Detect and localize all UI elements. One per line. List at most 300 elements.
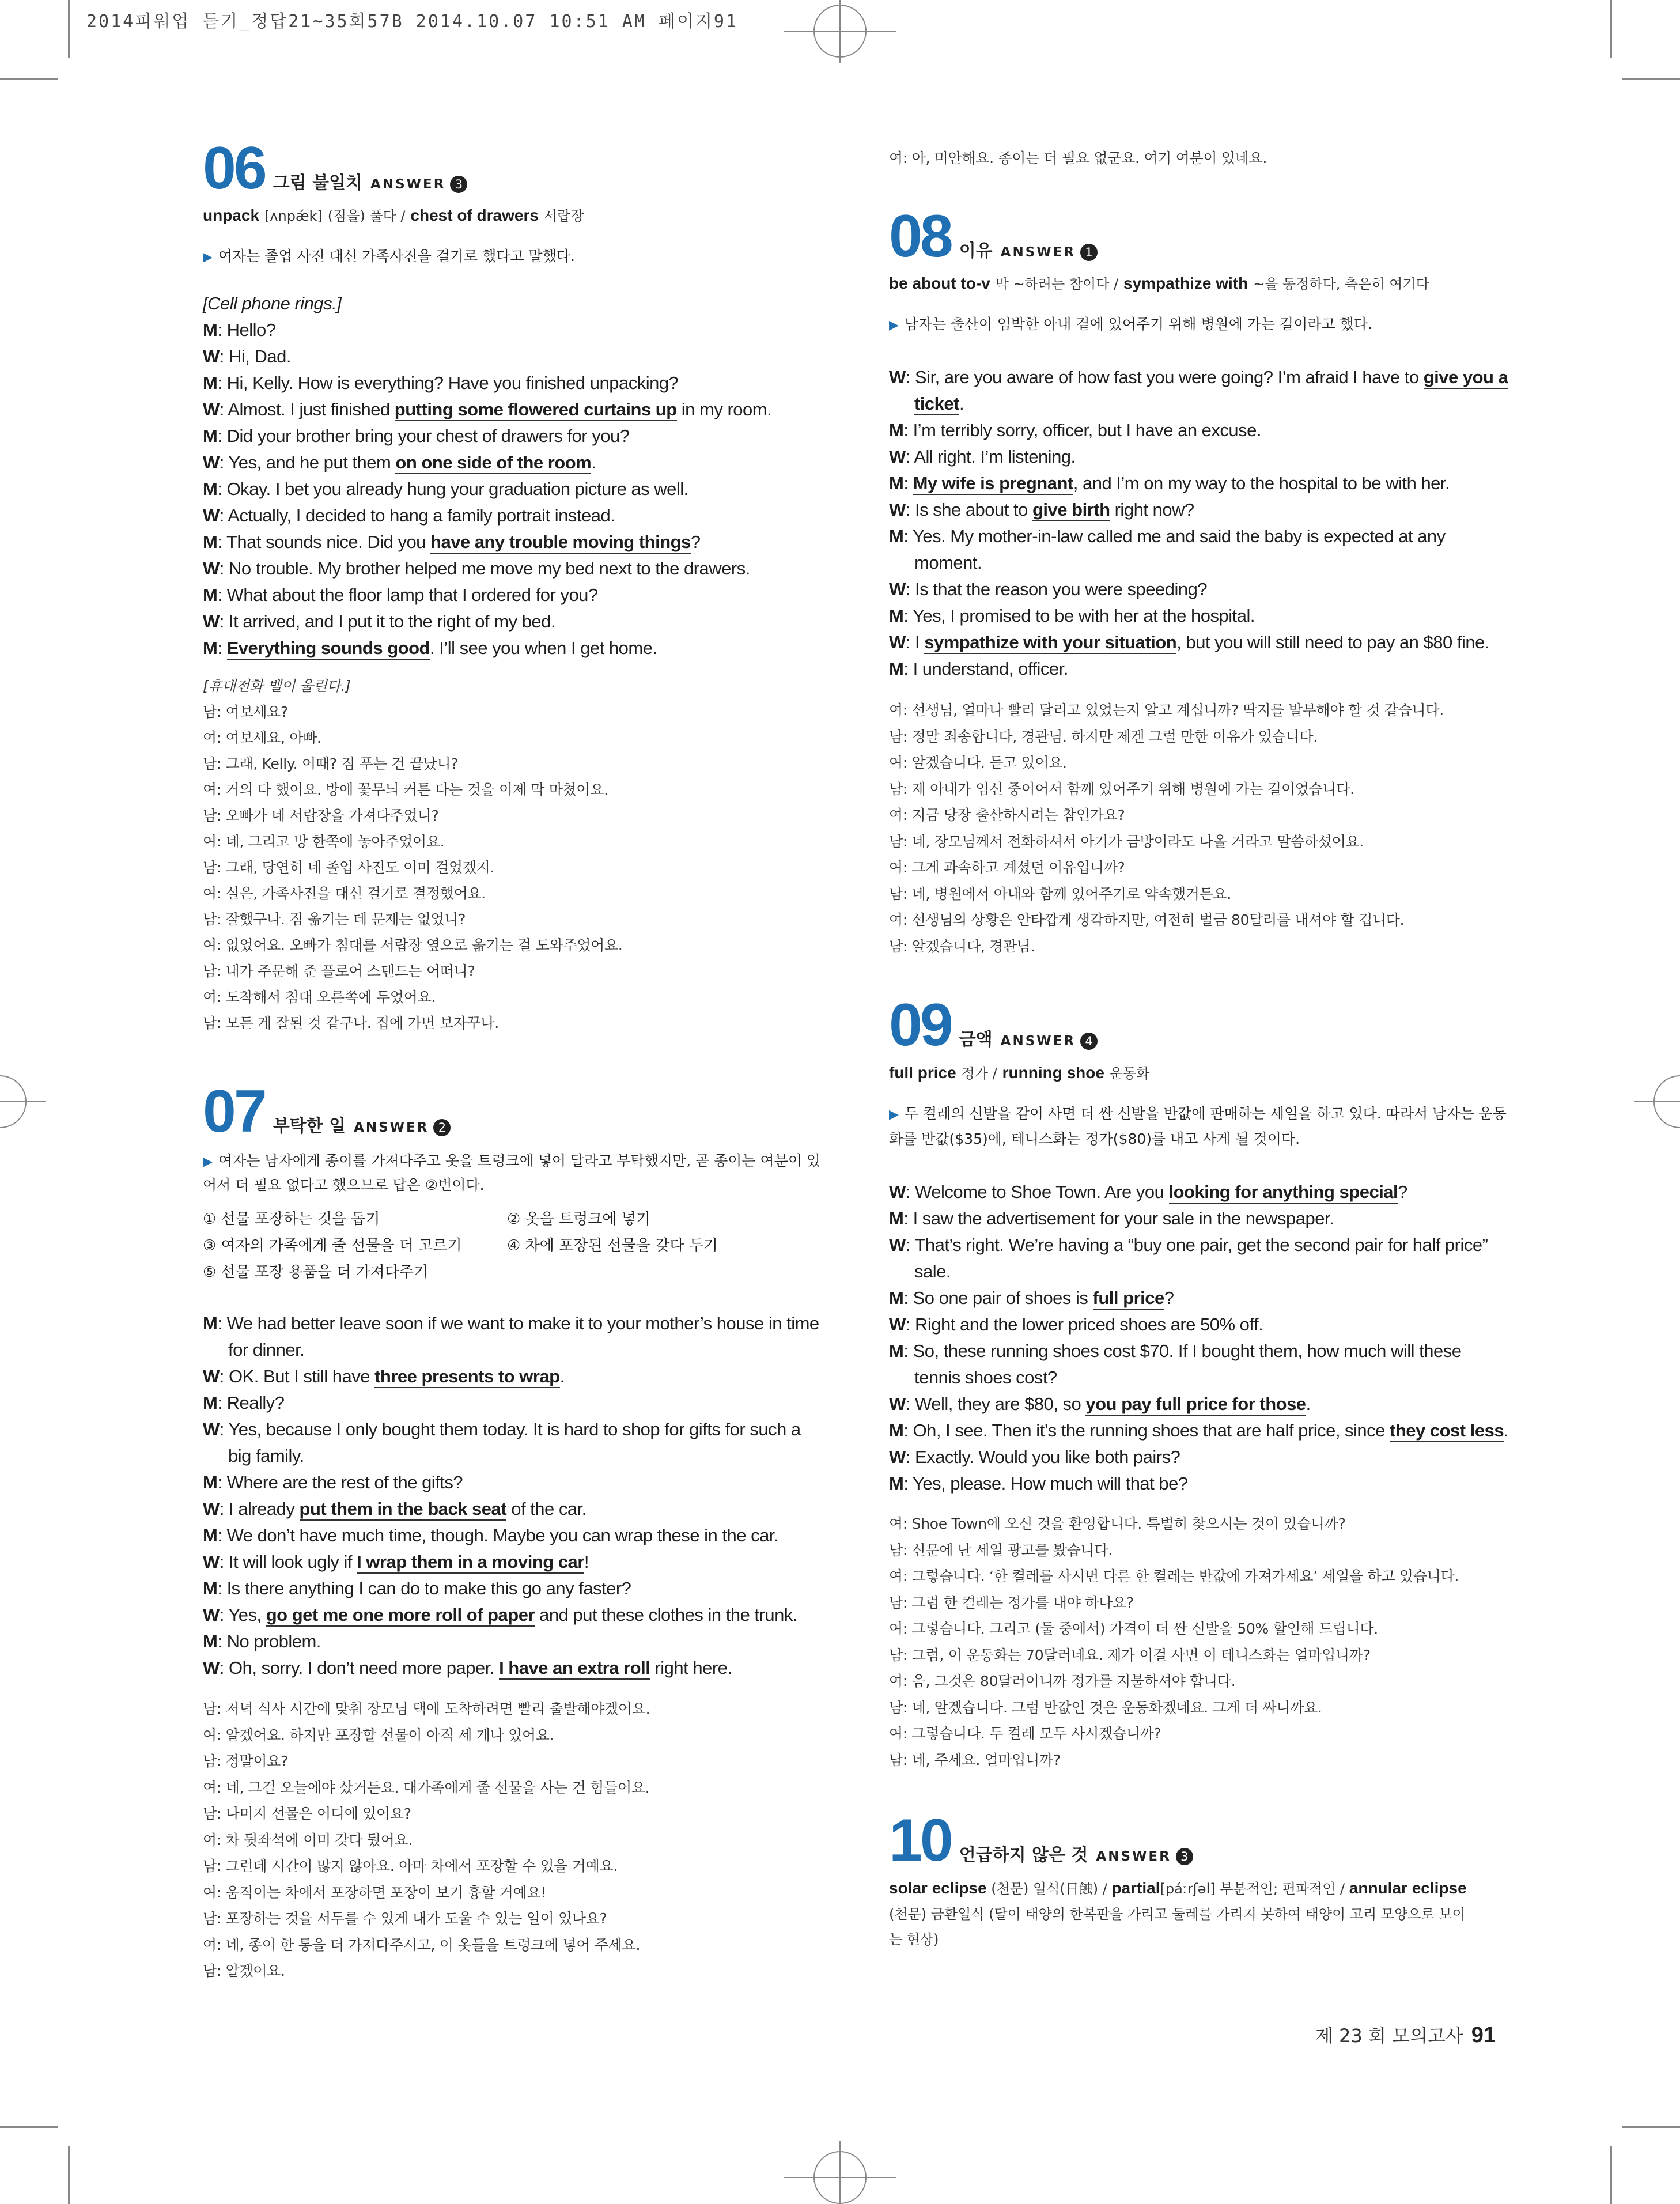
script-line: [889, 656, 1068, 682]
script-text: Yes, please. How much will that be?: [913, 1473, 1188, 1494]
translation-line: 여: 선생님의 상황은 안타깝게 생각하지만, 여전히 벌금 80달러를 내셔야 할 겁니다.: [889, 912, 1405, 928]
key-phrase: give birth: [1032, 500, 1110, 521]
translation-line: 여: 거의 다 했어요. 방에 꽃무늬 커튼 다는 것을 이제 막 마쳤어요.: [203, 781, 608, 798]
key-phrase: I have an extra roll: [499, 1658, 650, 1680]
translation-line: 여: 아, 미안해요. 종이는 더 필요 없군요. 여기 여분이 있네요.: [889, 150, 1267, 167]
speaker-label: M: [203, 1472, 218, 1492]
script-line: [203, 1310, 819, 1337]
speaker-colon: :: [905, 579, 915, 599]
script-text: So one pair of shoes is: [913, 1288, 1093, 1308]
speaker-label: W: [203, 1499, 220, 1519]
crop-mark: [68, 2146, 70, 2204]
script-line: [203, 317, 275, 343]
speaker-label: W: [889, 367, 906, 387]
script-text: Exactly. Would you like both pairs?: [915, 1447, 1180, 1467]
translation-line: 남: 그럼 한 켤레는 정가를 내야 하나요?: [889, 1594, 1134, 1611]
speaker-colon: :: [905, 1447, 915, 1467]
vocab-meaning: (짐을) 풀다 /: [327, 208, 406, 224]
script-text: I saw the advertisement for your sale in the newspaper.: [913, 1208, 1334, 1228]
question-number: 08: [889, 203, 951, 270]
speaker-colon: :: [217, 1631, 227, 1651]
answer-number: 3: [1176, 1848, 1193, 1865]
script-line: [203, 1549, 589, 1575]
script-text: Sir, are you aware of how fast you were going? I’m afraid I have to: [915, 367, 1424, 387]
speaker-label: M: [203, 1313, 218, 1333]
key-phrase: My wife is pregnant: [913, 473, 1073, 495]
explanation: ▶ 남자는 출산이 임박한 아내 곁에 있어주기 위해 병원에 가는 길이라고 했다.: [889, 316, 1372, 332]
speaker-colon: :: [219, 1499, 229, 1519]
answer-label: ANSWER: [1096, 1849, 1171, 1864]
vocabulary-line: [889, 1901, 1466, 1927]
script-line: [203, 1337, 304, 1363]
script-line: [203, 1522, 778, 1549]
speaker-label: M: [203, 1525, 218, 1545]
speaker-colon: :: [903, 1420, 913, 1441]
speaker-label: M: [889, 1420, 904, 1441]
script-text: and put these clothes in the trunk.: [535, 1605, 797, 1625]
speaker-label: M: [889, 526, 904, 546]
crop-mark: [0, 2126, 58, 2128]
speaker-colon: :: [903, 473, 913, 493]
crop-mark: [68, 0, 70, 58]
key-phrase: give you a: [1424, 367, 1508, 389]
question-title: 언급하지 않은 것: [959, 1845, 1088, 1865]
crop-mark: [0, 1101, 46, 1102]
script-text: Did your brother bring your chest of drawers for you?: [226, 426, 630, 446]
speaker-colon: :: [905, 500, 915, 520]
translation-line: 남: 저녁 식사 시간에 맞춰 장모님 댁에 도착하려면 빨리 출발해야겠어요.: [203, 1700, 650, 1717]
script-text: We had better leave soon if we want to make it to your mother’s house in time: [226, 1313, 819, 1333]
key-phrase: put them in the back seat: [300, 1499, 507, 1521]
script-text: Is she about to: [915, 500, 1032, 520]
vocab-meaning: 는 현상): [889, 1931, 939, 1948]
speaker-label: W: [203, 1366, 220, 1386]
script-text: Really?: [226, 1393, 285, 1413]
script-text: moment.: [914, 553, 982, 573]
answer-number: 4: [1080, 1033, 1098, 1050]
script-text: !: [584, 1552, 589, 1572]
script-text: .: [1306, 1394, 1311, 1414]
script-line: [889, 1364, 1057, 1391]
script-line: [203, 635, 657, 661]
vocab-meaning: [páːrʃəl]: [1160, 1881, 1216, 1897]
speaker-colon: :: [905, 367, 915, 387]
speaker-colon: :: [217, 1578, 227, 1598]
script-text: Okay. I bet you already hung your graduation picture as well.: [226, 479, 688, 499]
speaker-label: W: [203, 1552, 220, 1572]
translation-line: 남: 잘했구나. 짐 옮기는 데 문제는 없었니?: [203, 911, 466, 928]
speaker-colon: :: [903, 606, 913, 626]
script-line: [203, 582, 598, 608]
speaker-label: W: [203, 558, 220, 579]
script-line: [203, 449, 596, 476]
script-line: [889, 629, 1489, 656]
speaker-label: M: [203, 532, 218, 552]
script-line: [203, 370, 678, 396]
script-text: .: [1504, 1420, 1509, 1441]
speaker-colon: :: [219, 611, 229, 632]
print-slug: 2014피워업 듣기_정답21~35회57B 2014.10.07 10:51 AM 페이지91: [86, 12, 739, 32]
speaker-colon: :: [905, 632, 915, 652]
translation-line: 여: 도착해서 침대 오른쪽에 두었어요.: [203, 989, 436, 1005]
crop-mark: [0, 78, 58, 80]
crop-mark: [1622, 78, 1680, 80]
translation-line: 여: 그렇습니다. 그리고 (둘 중에서) 가격이 더 싼 신발을 50% 할인해 드립니다.: [889, 1620, 1378, 1637]
vocab-term: running shoe: [1002, 1064, 1104, 1082]
key-phrase: I wrap them in a moving car: [357, 1552, 584, 1574]
script-line: [889, 1258, 951, 1285]
speaker-label: M: [889, 1341, 904, 1361]
speaker-label: M: [203, 1631, 218, 1651]
answer-label: ANSWER: [354, 1120, 429, 1135]
triangle-bullet-icon: ▶: [203, 250, 213, 264]
script-line: [889, 1285, 1174, 1311]
script-text: of the car.: [506, 1499, 587, 1519]
script-text: What about the floor lamp that I ordered for you?: [226, 585, 598, 605]
speaker-colon: :: [217, 426, 227, 446]
vocab-meaning: 막 ~하려는 참이다 /: [995, 276, 1119, 292]
script-text: Almost. I just finished: [228, 399, 395, 419]
script-line: [889, 1338, 1461, 1364]
speaker-label: M: [203, 638, 218, 658]
script-text: Where are the rest of the gifts?: [226, 1472, 463, 1492]
speaker-colon: :: [219, 1552, 229, 1572]
translation-line: 여: 네, 그리고 방 한쪽에 놓아주었어요.: [203, 833, 445, 850]
script-text: Actually, I decided to hang a family portrait instead.: [228, 505, 615, 526]
script-line: [889, 1417, 1508, 1444]
translation-line: 여: 지금 당장 출산하시려는 참인가요?: [889, 807, 1125, 823]
crop-mark: [839, 0, 841, 63]
speaker-label: W: [889, 1182, 906, 1202]
speaker-colon: :: [903, 1341, 913, 1361]
vocab-term: solar eclipse: [889, 1879, 987, 1897]
vocabulary-line: [203, 203, 584, 229]
triangle-bullet-icon: ▶: [203, 1155, 213, 1169]
script-line: [203, 529, 701, 555]
speaker-label: W: [203, 452, 220, 472]
speaker-colon: :: [217, 1525, 227, 1545]
speaker-colon: :: [217, 479, 227, 499]
speaker-colon: :: [905, 447, 914, 467]
speaker-label: W: [889, 632, 906, 652]
crop-mark: [1622, 2126, 1680, 2128]
speaker-label: M: [203, 479, 218, 499]
translation-line: 여: 선생님, 얼마나 빨리 달리고 있었는지 알고 계십니까? 딱지를 발부해야 할 것 같습니다.: [889, 702, 1444, 719]
translation-line: 여: Shoe Town에 오신 것을 환영합니다. 특별히 찾으시는 것이 있습니까?: [889, 1515, 1346, 1532]
vocab-meaning: (천문) 금환일식 (달이 태양의 한복판을 가리고 둘레를 가리지 못하여 태양이 고리 모양으로 보이: [889, 1906, 1466, 1922]
crop-mark: [1610, 2146, 1612, 2204]
question-title: 금액: [959, 1030, 993, 1050]
vocab-meaning: (천문) 일식(日蝕) /: [986, 1881, 1112, 1897]
translation-line: 여: 알겠어요. 하지만 포장할 선물이 아직 세 개나 있어요.: [203, 1726, 554, 1744]
translation-line: 남: 네, 주세요. 얼마입니까?: [889, 1751, 1061, 1768]
script-line: [889, 1444, 1180, 1470]
speaker-label: M: [203, 1578, 218, 1598]
script-line: [203, 555, 750, 582]
vocab-term: annular eclipse: [1349, 1879, 1467, 1897]
section-07-header: [203, 1078, 451, 1145]
translation-line: 남: 네, 병원에서 아내와 함께 있어주기로 약속했거든요.: [889, 885, 1231, 902]
speaker-label: M: [203, 426, 218, 446]
footer-label: 제 23 회 모의고사: [1315, 2025, 1463, 2047]
vocab-meaning: 서랍장: [543, 208, 584, 224]
triangle-bullet-icon: ▶: [889, 318, 899, 332]
script-text: Hi, Dad.: [229, 346, 291, 366]
script-text: ?: [690, 532, 701, 552]
script-line: [203, 476, 688, 502]
vocab-term: full price: [889, 1064, 956, 1082]
script-line: [203, 423, 629, 449]
script-text: Yes, I promised to be with her at the hospital.: [913, 606, 1255, 626]
key-phrase: have any trouble moving things: [430, 532, 691, 554]
translation-line: 여: 음, 그것은 80달러이니까 정가를 지불하셔야 합니다.: [889, 1673, 1236, 1689]
speaker-label: M: [203, 373, 218, 393]
translation-line: 여: 네, 그걸 오늘에야 샀거든요. 대가족에게 줄 선물을 사는 건 힘들어요.: [203, 1779, 650, 1796]
speaker-colon: :: [903, 1288, 913, 1308]
script-text: ?: [1398, 1182, 1407, 1202]
script-line: [889, 391, 964, 417]
option-5: ⑤ 선물 포장 용품을 더 가져다주기: [203, 1264, 429, 1281]
speaker-colon: :: [217, 1393, 227, 1413]
speaker-colon: :: [219, 452, 229, 472]
translation-line: 여: 실은, 가족사진을 대신 걸기로 결정했어요.: [203, 885, 486, 902]
speaker-colon: :: [219, 505, 228, 526]
speaker-label: M: [889, 1473, 904, 1494]
script-text: It arrived, and I put it to the right of my bed.: [229, 611, 556, 632]
translation-line: 남: 나머지 선물은 어디에 있어요?: [203, 1805, 411, 1822]
script-line: [889, 1205, 1334, 1232]
script-text: for dinner.: [228, 1340, 305, 1360]
crop-mark: [1610, 0, 1612, 58]
vocab-meaning: 정가 /: [961, 1065, 997, 1082]
question-number: 06: [203, 135, 265, 202]
key-phrase: looking for anything special: [1169, 1182, 1398, 1204]
speaker-label: W: [203, 611, 220, 632]
speaker-colon: :: [903, 659, 913, 679]
script-text: I: [915, 632, 925, 652]
speaker-colon: :: [219, 1658, 229, 1678]
vocab-term: be about to-v: [889, 274, 990, 292]
speaker-label: W: [889, 447, 906, 467]
script-line: [889, 1232, 1488, 1258]
vocabulary-line: [889, 1876, 1467, 1901]
section-06-header: [203, 135, 467, 202]
speaker-colon: :: [905, 1394, 915, 1414]
script-text: , and I’m on my way to the hospital to be with her.: [1073, 473, 1450, 493]
translation-line: 남: 그럼, 이 운동화는 70달러네요. 제가 이걸 사면 이 테니스화는 얼마입니까?: [889, 1646, 1371, 1664]
vocab-meaning: 부분적인; 편파적인 /: [1215, 1881, 1349, 1897]
section-08-header: [889, 203, 1098, 270]
option-3: ③ 여자의 가족에게 줄 선물을 더 고르기: [203, 1237, 462, 1254]
answer-number: 3: [450, 176, 467, 193]
script-text: Yes,: [228, 1605, 266, 1625]
answer-number: 1: [1080, 244, 1098, 261]
script-line: [889, 470, 1450, 497]
script-text: No trouble. My brother helped me move my bed next to the drawers.: [229, 558, 750, 579]
translation-line: 남: 내가 주문해 준 플로어 스탠드는 어떠니?: [203, 963, 475, 980]
script-text: Right and the lower priced shoes are 50% off.: [915, 1314, 1263, 1335]
script-line: [889, 417, 1261, 444]
question-number: 10: [889, 1807, 951, 1874]
option-1: ① 선물 포장하는 것을 돕기: [203, 1211, 380, 1228]
script-text: We don’t have much time, though. Maybe you can wrap these in the car.: [226, 1525, 779, 1545]
translation-line: [휴대전화 벨이 울린다.]: [203, 678, 351, 694]
translation-line: 남: 그래, Kelly. 어때? 짐 푸는 건 끝났니?: [203, 755, 459, 772]
script-text: in my room.: [676, 399, 772, 419]
explanation: ▶ 두 켤레의 신발을 같이 사면 더 싼 신발을 반값에 판매하는 세일을 하고 있다. 따라서 남자는 운동: [889, 1105, 1507, 1122]
speaker-label: W: [889, 1314, 906, 1335]
speaker-colon: :: [903, 420, 913, 440]
script-text: .: [591, 452, 596, 472]
script-line: [203, 1628, 321, 1655]
script-text: Hello?: [226, 320, 276, 340]
vocab-term: unpack: [203, 206, 260, 224]
option-4: ④ 차에 포장된 선물을 갖다 두기: [507, 1237, 718, 1254]
vocabulary-line: [889, 1926, 939, 1952]
explanation: ▶ 여자는 남자에게 종이를 가져다주고 옷을 트렁크에 넣어 달라고 부탁했지만, 곧 종이는 여분이 있: [203, 1152, 821, 1169]
speaker-colon: :: [217, 585, 227, 605]
key-phrase: you pay full price for those: [1085, 1394, 1306, 1416]
speaker-label: M: [889, 1288, 904, 1308]
script-text: I’m terribly sorry, officer, but I have an excuse.: [913, 420, 1262, 440]
script-text: No problem.: [226, 1631, 321, 1651]
translation-line: 남: 네, 알겠습니다. 그럼 반값인 것은 운동화겠네요. 그게 더 싸니까요.: [889, 1699, 1322, 1716]
script-text: .: [559, 1366, 565, 1386]
script-line: [889, 364, 1508, 391]
script-text: That’s right. We’re having a “buy one pair, get the second pair for half price”: [914, 1235, 1488, 1255]
translation-line: 남: 포장하는 것을 서두를 수 있게 내가 도울 수 있는 일이 있나요?: [203, 1910, 607, 1927]
speaker-colon: :: [219, 399, 228, 419]
question-number: 07: [203, 1078, 265, 1145]
answer-number: 2: [433, 1119, 451, 1136]
script-line: [203, 1496, 587, 1522]
speaker-label: M: [889, 473, 904, 493]
translation-line: 남: 정말이요?: [203, 1753, 288, 1770]
script-text: Oh, I see. Then it’s the running shoes that are half price, since: [913, 1420, 1390, 1441]
script-text: Oh, sorry. I don’t need more paper.: [229, 1658, 500, 1678]
translation-line: 여: 움직이는 차에서 포장하면 포장이 보기 흉할 거예요!: [203, 1884, 547, 1901]
triangle-bullet-icon: ▶: [889, 1107, 899, 1122]
translation-line: 남: 신문에 난 세일 광고를 봤습니다.: [889, 1541, 1113, 1559]
script-text: tennis shoes cost?: [914, 1367, 1057, 1388]
speaker-label: W: [889, 1235, 906, 1255]
page-footer: [1315, 2021, 1496, 2048]
translation-line: 남: 알겠어요.: [203, 1963, 285, 1979]
script-line: [203, 502, 615, 529]
script-text: big family.: [228, 1446, 304, 1466]
translation-line: 남: 제 아내가 임신 중이어서 함께 있어주기 위해 병원에 가는 길이었습니다.: [889, 780, 1354, 797]
script-line: [889, 603, 1255, 629]
key-phrase: three presents to wrap: [374, 1366, 559, 1388]
speaker-label: M: [203, 585, 218, 605]
script-text: All right. I’m listening.: [914, 447, 1076, 467]
speaker-colon: :: [905, 1235, 915, 1255]
translation-line: 여: 여보세요, 아빠.: [203, 729, 321, 746]
script-text: Is that the reason you were speeding?: [915, 579, 1208, 599]
explanation-continued: 어서 더 필요 없다고 했으므로 답은 ②번이다.: [203, 1177, 485, 1193]
vocabulary-line: [889, 1060, 1149, 1086]
speaker-label: M: [203, 320, 218, 340]
translation-line: 남: 모든 게 잘된 것 같구나. 집에 가면 보자꾸나.: [203, 1015, 499, 1031]
script-line: [203, 1575, 631, 1602]
key-phrase: they cost less: [1390, 1420, 1504, 1442]
translation-line: 여: 차 뒷좌석에 이미 갖다 뒀어요.: [203, 1831, 413, 1848]
speaker-colon: :: [219, 1366, 229, 1386]
vocab-meaning: 운동화: [1109, 1065, 1150, 1082]
script-line: [203, 1390, 284, 1416]
speaker-label: W: [203, 399, 220, 419]
key-phrase: full price: [1093, 1288, 1164, 1310]
question-title: 부탁한 일: [273, 1116, 346, 1136]
key-phrase: sympathize with your situation: [924, 632, 1176, 654]
question-title: 이유: [959, 241, 993, 261]
script-text: OK. But I still have: [229, 1366, 375, 1386]
answer-label: ANSWER: [1000, 245, 1076, 260]
explanation: ▶ 여자는 졸업 사진 대신 가족사진을 걸기로 했다고 말했다.: [203, 248, 575, 264]
translation-line: 남: 알겠습니다, 경관님.: [889, 937, 1035, 955]
speaker-label: W: [889, 579, 906, 599]
speaker-colon: :: [217, 532, 226, 552]
speaker-colon: :: [903, 1473, 913, 1494]
vocabulary-line: [889, 271, 1429, 297]
script-line: [203, 396, 771, 423]
translation-line: 남: 오빠가 네 서랍장을 가져다주었니?: [203, 807, 439, 824]
script-text: That sounds nice. Did you: [226, 532, 431, 552]
speaker-colon: :: [217, 1472, 227, 1492]
speaker-colon: :: [219, 558, 229, 579]
speaker-colon: :: [219, 1605, 229, 1625]
script-text: right here.: [650, 1658, 732, 1678]
speaker-label: W: [889, 1394, 906, 1414]
speaker-label: M: [889, 420, 904, 440]
script-text: , but you will still need to pay an $80 fine.: [1176, 632, 1489, 652]
script-text: .: [959, 394, 964, 414]
key-phrase: putting some flowered curtains up: [395, 399, 677, 421]
script-line: [203, 1443, 304, 1469]
key-phrase: go get me one more roll of paper: [266, 1605, 535, 1627]
speaker-label: M: [889, 1208, 904, 1228]
speaker-label: W: [203, 1419, 220, 1439]
script-line: [889, 1391, 1311, 1417]
translation-line: 여: 알겠습니다. 듣고 있어요.: [889, 754, 1067, 771]
speaker-label: W: [203, 1605, 220, 1625]
script-line: [203, 290, 341, 317]
key-phrase: Everything sounds good: [227, 638, 430, 660]
speaker-label: W: [203, 505, 220, 526]
script-line: [203, 1363, 565, 1390]
script-line: [203, 1416, 801, 1443]
script-text: right now?: [1110, 500, 1194, 520]
speaker-label: W: [889, 1447, 906, 1467]
translation-line: 남: 네, 장모님께서 전화하셔서 아기가 금방이라도 나올 거라고 말씀하셨어요.: [889, 833, 1364, 850]
script-text: Welcome to Shoe Town. Are you: [915, 1182, 1169, 1202]
translation-line: 여: 네, 종이 한 통을 더 가져다주시고, 이 옷들을 트렁크에 넣어 주세요.: [203, 1936, 641, 1953]
speaker-colon: :: [219, 1419, 229, 1439]
script-line: [889, 523, 1446, 550]
script-line: [203, 608, 555, 635]
script-text: ?: [1164, 1288, 1174, 1308]
speaker-label: M: [203, 1393, 218, 1413]
speaker-colon: :: [903, 1208, 913, 1228]
speaker-label: W: [889, 500, 906, 520]
speaker-label: M: [889, 606, 904, 626]
script-text: Yes, because I only bought them today. It is hard to shop for gifts for such a: [228, 1419, 801, 1439]
translation-line: 남: 그래, 당연히 네 졸업 사진도 이미 걸었겠지.: [203, 859, 495, 876]
translation-line: 여: 그렇습니다. 두 켤레 모두 사시겠습니까?: [889, 1725, 1161, 1742]
key-phrase: ticket: [914, 394, 959, 415]
vocab-term: partial: [1111, 1879, 1160, 1897]
script-text: . I’ll see you when I get home.: [429, 638, 657, 658]
